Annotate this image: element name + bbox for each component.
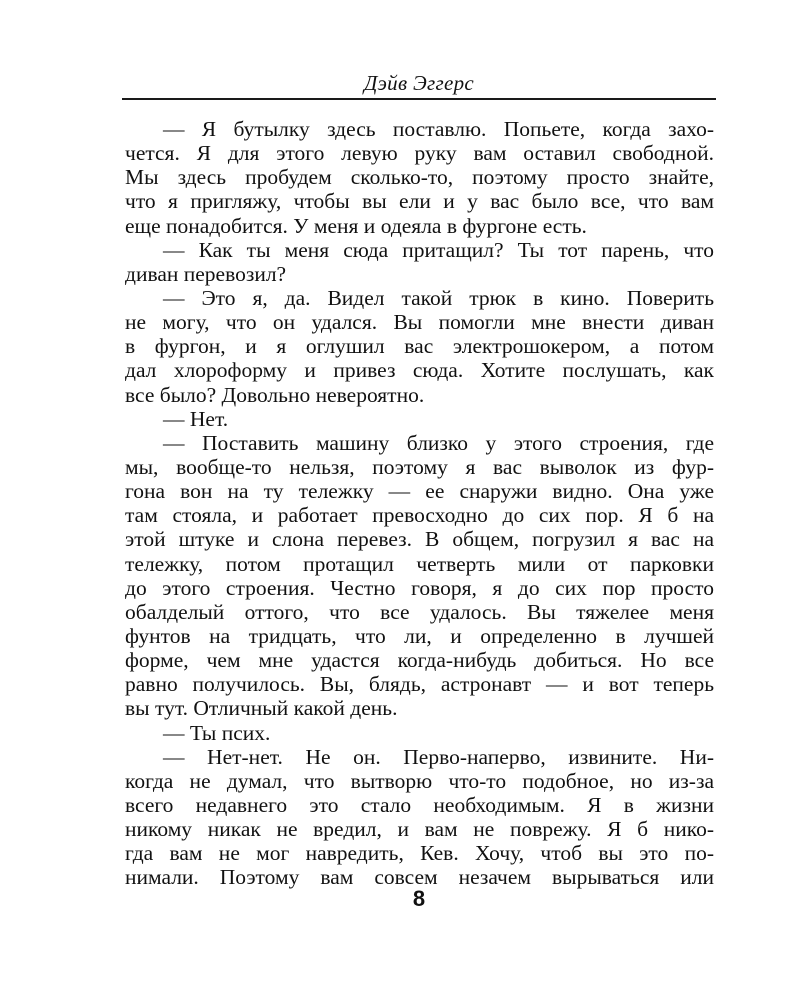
text-line: — Это я, да. Видел такой трюк в кино. Поверить	[163, 285, 714, 310]
text-line: фунтов на тридцать, что ли, и определенно в лучшей	[125, 623, 714, 648]
text-line: Мы здесь пробудем сколько-то, поэтому просто знайте,	[125, 165, 714, 190]
text-line: — Ты псих.	[163, 720, 271, 745]
text-line: равно получилось. Вы, блядь, астронавт — и вот теперь	[125, 672, 714, 697]
text-line: до этого строения. Честно говоря, я до сих пор просто	[125, 575, 714, 600]
text-line: что я пригляжу, чтобы вы ели и у вас было все, что вам	[125, 189, 714, 214]
text-line: еще понадобится. У меня и одеяла в фургоне есть.	[125, 213, 587, 238]
text-line: вы тут. Отличный какой день.	[125, 696, 398, 721]
text-line: все было? Довольно невероятно.	[125, 382, 425, 407]
page-number: 8	[412, 886, 426, 911]
text-line: гона вон на ту тележку — ее снаружи видно. Она уже	[125, 479, 714, 504]
text-line: обалделый оттого, что все удалось. Вы тяжелее меня	[125, 599, 714, 624]
text-line: всего недавнего это стало необходимым. Я в жизни	[125, 792, 714, 817]
text-line: — Как ты меня сюда притащил? Ты тот парень, что	[163, 237, 714, 262]
text-line: — Поставить машину близко у этого строения, где	[163, 430, 714, 455]
text-line: в фургон, и я оглушил вас электрошокером, а потом	[125, 334, 714, 359]
text-line: форме, чем мне удастся когда-нибудь добиться. Но все	[125, 648, 714, 673]
text-line: гда вам не мог навредить, Кев. Хочу, чтоб вы это по-	[125, 841, 714, 866]
text-line: мы, вообще-то нельзя, поэтому я вас выволок из фур-	[125, 454, 714, 479]
text-line: — Нет.	[163, 406, 229, 431]
text-line: — Нет-нет. Не он. Перво-наперво, извините. Ни-	[163, 744, 714, 769]
text-line: когда не думал, что вытворю что-то подобное, но из-за	[125, 768, 714, 793]
text-line: там стояла, и работает превосходно до сих пор. Я б на	[125, 503, 714, 528]
text-line: не могу, что он удался. Вы помогли мне внести диван	[125, 310, 714, 335]
text-line: — Я бутылку здесь поставлю. Попьете, когда захо-	[163, 117, 714, 141]
text-line: чется. Я для этого левую руку вам оставил свободной.	[125, 141, 714, 166]
body-text	[125, 117, 714, 890]
text-line: дал хлороформу и привез сюда. Хотите послушать, как	[125, 358, 714, 383]
text-line: никому никак не вредил, и вам не поврежу. Я б нико-	[125, 817, 714, 842]
header-rule-divider	[122, 98, 716, 100]
text-line: нимали. Поэтому вам совсем незачем вырываться или	[125, 865, 714, 890]
text-line: тележку, потом протащил четверть мили от парковки	[125, 551, 714, 576]
text-line: диван перевозил?	[125, 261, 287, 286]
running-head-author: Дэйв Эггерс	[363, 71, 475, 95]
text-line: этой штуке и слона перевез. В общем, погрузил я вас на	[125, 527, 714, 552]
